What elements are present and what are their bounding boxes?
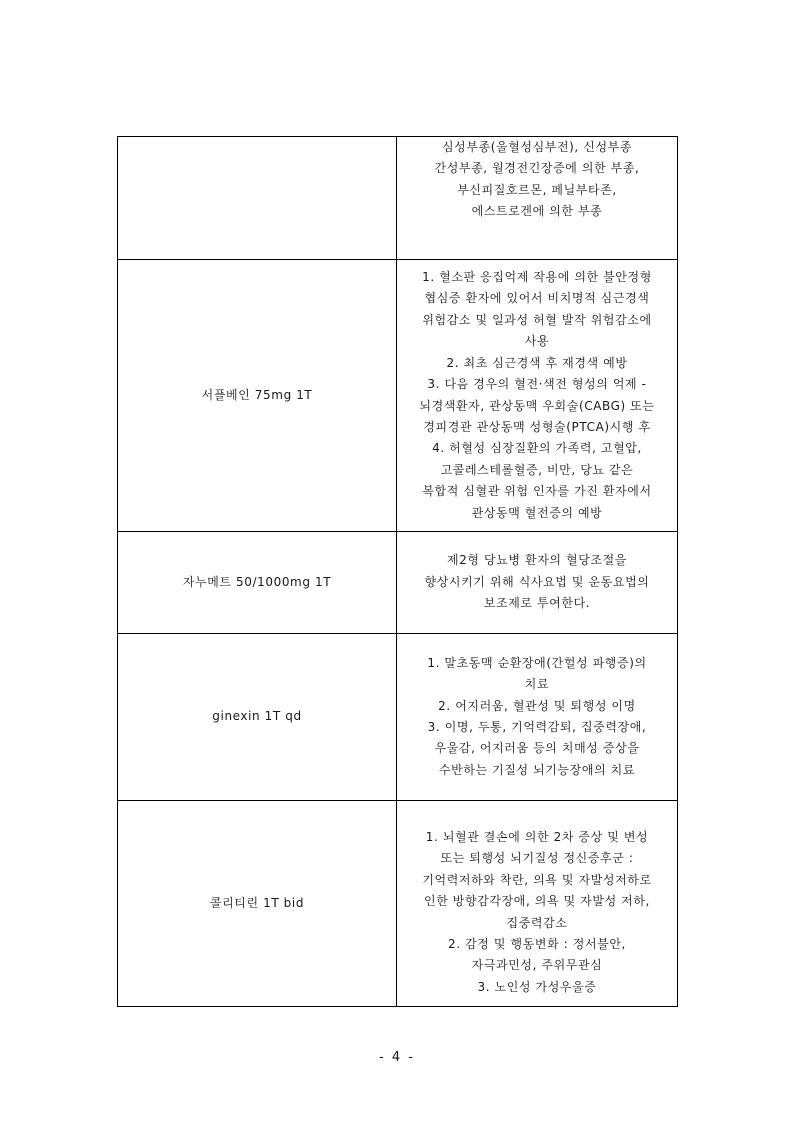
indication-line: 3. 이명, 두통, 기억력감퇴, 집중력장애, bbox=[427, 720, 647, 734]
drug-name-cell: 자누메트 50/1000mg 1T bbox=[118, 532, 397, 634]
indication-line: 경피경관 관상동맥 성형술(PTCA)시행 후 bbox=[423, 419, 651, 434]
drug-indication-table bbox=[117, 136, 678, 1007]
indication-line: 심성부종(울혈성심부전), 신성부종 bbox=[441, 140, 633, 154]
indication-cell bbox=[397, 260, 678, 532]
indication-line: 관상동맥 혈전증의 예방 bbox=[471, 505, 603, 520]
indication-line: 위험감소 및 일과성 허혈 발작 위험감소에 bbox=[422, 312, 652, 327]
indication-line: 1. 말초동맥 순환장애(간헐성 파행증)의 bbox=[427, 655, 647, 670]
indication-cell bbox=[397, 137, 678, 260]
page-number: - 4 - bbox=[379, 1050, 415, 1065]
indication-line: 집중력감소 bbox=[506, 915, 568, 930]
table-row bbox=[118, 137, 678, 260]
table-row bbox=[118, 260, 678, 532]
indication-line: 고콜레스테롤혈증, 비만, 당뇨 같은 bbox=[440, 462, 634, 477]
indication-line: 수반하는 기질성 뇌기능장애의 치료 bbox=[438, 762, 636, 777]
table-row bbox=[118, 634, 678, 801]
indication-line: 또는 퇴행성 뇌기질성 정신증후군 : bbox=[440, 851, 634, 866]
indication-line: 3. 노인성 가성우울증 bbox=[477, 979, 597, 994]
indication-line: 사용 bbox=[524, 334, 550, 349]
table-row bbox=[118, 532, 678, 634]
indication-line: 뇌경색환자, 관상동맥 우회술(CABG) 또는 bbox=[419, 398, 655, 413]
indication-line: 기억력저하와 착란, 의욕 및 자발성저하로 bbox=[422, 872, 652, 887]
indication-line: 협심증 환자에 있어서 비치명적 심근경색 bbox=[424, 291, 650, 306]
indication-line: 향상시키기 위해 식사요법 및 운동요법의 bbox=[424, 574, 650, 589]
indication-line: 치료 bbox=[524, 677, 550, 692]
indication-line: 간성부종, 월경전긴장증에 의한 부종, bbox=[434, 161, 640, 176]
indication-cell bbox=[397, 634, 678, 801]
table-row bbox=[118, 801, 678, 1007]
indication-line: 우울감, 어지러움 등의 치매성 증상을 bbox=[434, 741, 640, 756]
indication-line: 2. 감정 및 행동변화 : 정서불안, bbox=[448, 936, 626, 951]
indication-line: 4. 허혈성 심장질환의 가족력, 고혈압, bbox=[432, 441, 642, 456]
drug-name-cell: 서플베인 75mg 1T bbox=[118, 260, 397, 532]
drug-name-cell bbox=[118, 137, 397, 260]
drug-name-cell: 콜리티린 1T bid bbox=[118, 801, 397, 1007]
indication-line: 에스트로겐에 의한 부종 bbox=[471, 204, 603, 219]
indication-line: 2. 어지러움, 혈관성 및 퇴행성 이명 bbox=[438, 698, 636, 713]
drug-name-cell: ginexin 1T qd bbox=[118, 634, 397, 801]
indication-line: 제2형 당뇨병 환자의 혈당조절을 bbox=[447, 553, 627, 568]
indication-line: 3. 다음 경우의 혈전·색전 형성의 억제 - bbox=[427, 377, 647, 392]
indication-line: 보조제로 투여한다. bbox=[483, 596, 591, 611]
indication-cell bbox=[397, 801, 678, 1007]
indication-line: 인한 방향감각장애, 의욕 및 자발성 저하, bbox=[424, 894, 650, 909]
indication-line: 복합적 심혈관 위험 인자를 가진 환자에서 bbox=[422, 484, 652, 499]
indication-line: 자극과민성, 주위무관심 bbox=[471, 958, 603, 973]
indication-line: 2. 최초 심근경색 후 재경색 예방 bbox=[446, 355, 628, 370]
indication-cell bbox=[397, 532, 678, 634]
indication-line: 1. 혈소판 응집억제 작용에 의한 불안정형 bbox=[422, 270, 652, 285]
indication-line: 부신피질호르몬, 페닐부타존, bbox=[457, 182, 617, 197]
indication-line: 1. 뇌혈관 결손에 의한 2차 증상 및 변성 bbox=[425, 829, 649, 844]
